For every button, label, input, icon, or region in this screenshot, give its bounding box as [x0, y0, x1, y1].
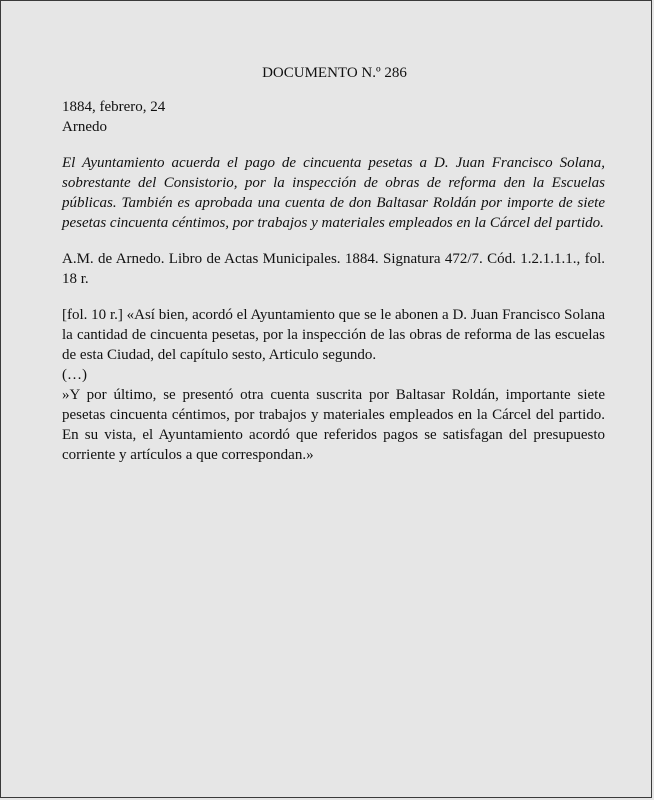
document-date: 1884, febrero, 24 [62, 99, 166, 115]
document-source: A.M. de Arnedo. Libro de Actas Municipales. 1884. Signatura 472/7. Cód. 1.2.1.1.1., fol. 18 r. [62, 251, 605, 287]
transcription-paragraph-1: [fol. 10 r.] «Así bien, acordó el Ayuntamiento que se le abonen a D. Juan Francisco Solana la cantidad de cincuenta pesetas, por la inspección de las obras de reforma de las escuelas de esta Ciudad, del capítulo sesto, Articulo segundo. [62, 307, 605, 363]
transcription-ellipsis: (…) [62, 367, 87, 383]
document-body [62, 305, 605, 465]
date-place-block [62, 97, 605, 137]
document-place: Arnedo [62, 119, 107, 135]
document-title: DOCUMENTO N.º 286 [262, 65, 407, 81]
document-summary: El Ayuntamiento acuerda el pago de cincuenta pesetas a D. Juan Francisco Solana, sobrestante del Consistorio, por la inspección de obras de reforma den la Escuelas públicas. También es aprobada una cuenta de don Baltasar Roldán por importe de siete pesetas cincuenta céntimos, por trabajos y materiales empleados en la Cárcel del partido. [62, 155, 605, 231]
document-content [62, 63, 605, 465]
transcription-paragraph-2: »Y por último, se presentó otra cuenta suscrita por Baltasar Roldán, importante siete pesetas cincuenta céntimos, por trabajos y materiales empleados en la Cárcel del partido. En su vista, el Ayuntamiento acordó que referidos pagos se satisfagan del presupuesto corriente y artículos a que correspondan.» [62, 387, 605, 463]
